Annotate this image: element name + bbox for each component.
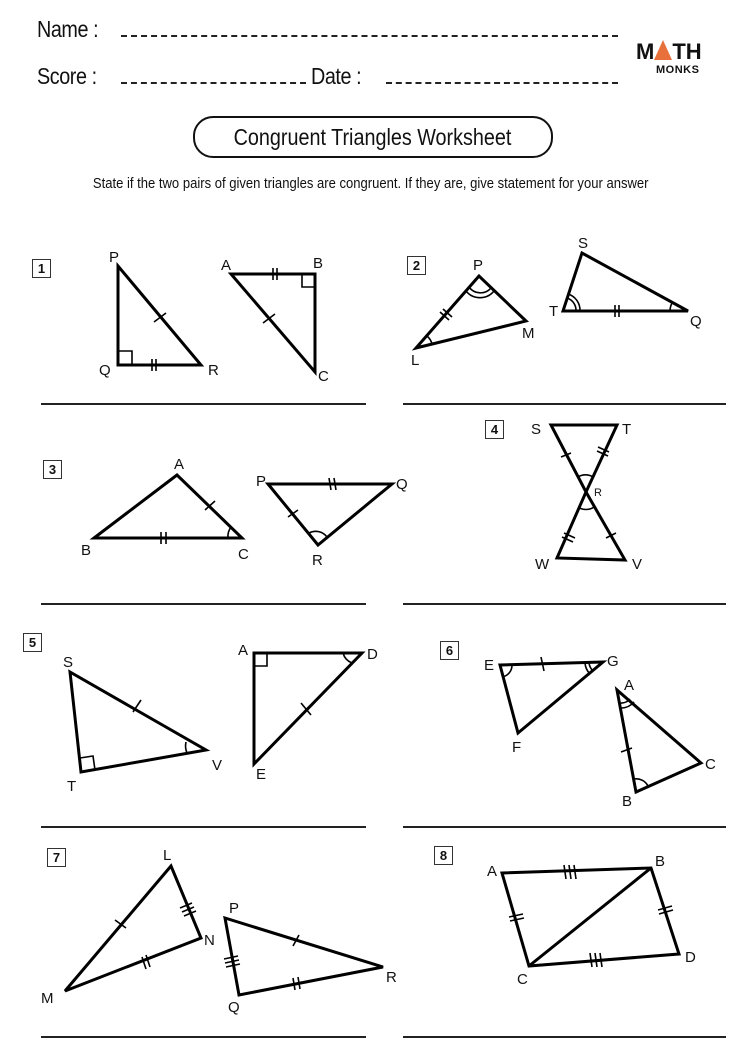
vertex-label: M xyxy=(522,325,535,342)
triangle-stq xyxy=(563,253,688,311)
vertex-label: S xyxy=(63,654,74,671)
problem-number-6: 6 xyxy=(440,641,459,660)
vertex-label: L xyxy=(163,847,172,864)
vertex-label: Q xyxy=(228,999,240,1016)
triangle-abc xyxy=(94,475,242,538)
problem-number-3: 3 xyxy=(43,460,62,479)
angle-arc xyxy=(309,531,327,537)
angle-arc xyxy=(567,298,576,311)
tick-mark xyxy=(564,533,575,538)
vertex-label: P xyxy=(256,473,267,490)
problem-4-figure xyxy=(531,421,642,573)
tick-mark xyxy=(225,960,239,963)
vertex-label: P xyxy=(109,249,120,266)
tick-mark xyxy=(440,312,449,320)
tick-mark xyxy=(574,865,576,879)
problem-number-8: 8 xyxy=(434,846,453,865)
triangle-stv xyxy=(70,672,206,772)
angle-arc xyxy=(670,303,672,311)
vertex-label: A xyxy=(238,642,249,659)
vertex-label: P xyxy=(473,257,484,274)
instructions-text: State if the two pairs of given triangles are congruent. If they are, give statement for your answer xyxy=(93,176,649,192)
vertex-label: Q xyxy=(99,362,111,379)
vertex-label: T xyxy=(549,303,559,320)
score-label: Score : xyxy=(37,63,97,89)
vertex-label: G xyxy=(607,653,619,670)
tick-mark xyxy=(329,478,331,490)
problem-3-figure xyxy=(81,456,408,569)
tick-mark xyxy=(606,533,616,538)
vertex-label: A xyxy=(624,677,635,694)
vertex-label: W xyxy=(535,556,550,573)
vertex-label: R xyxy=(312,552,323,569)
answer-line-6[interactable] xyxy=(403,826,726,828)
tick-mark xyxy=(180,903,192,908)
tick-mark xyxy=(509,914,523,917)
tick-mark xyxy=(182,907,194,912)
name-label: Name : xyxy=(37,16,99,42)
triangle-abc xyxy=(231,274,315,372)
tick-mark xyxy=(590,953,592,967)
tick-mark xyxy=(561,453,571,457)
tick-mark xyxy=(263,314,275,323)
logo-letters-th: TH xyxy=(672,39,702,64)
vertex-label: R xyxy=(208,362,219,379)
vertex-label: B xyxy=(655,853,666,870)
right-angle-icon xyxy=(302,274,315,287)
tick-mark xyxy=(293,978,295,990)
tick-mark xyxy=(621,748,632,752)
vertex-label: M xyxy=(41,990,54,1007)
angle-arc xyxy=(502,665,512,677)
logo-subtitle: MONKS xyxy=(656,64,700,76)
answer-line-7[interactable] xyxy=(41,1036,366,1038)
angle-arc xyxy=(466,291,494,298)
tick-mark xyxy=(293,935,299,946)
angle-arc xyxy=(186,742,187,753)
vertex-label: B xyxy=(81,542,92,559)
worksheet-title-text: Congruent Triangles Worksheet xyxy=(234,123,512,150)
tick-mark xyxy=(510,918,524,921)
problem-1-figure xyxy=(99,249,329,385)
tick-mark xyxy=(146,955,150,967)
tick-mark xyxy=(658,906,672,910)
logo-wordmark xyxy=(636,40,702,63)
vertex-label: C xyxy=(318,368,329,385)
worksheet-title xyxy=(193,116,553,158)
tick-mark xyxy=(443,309,452,317)
vertex-label: F xyxy=(512,739,522,756)
tick-mark xyxy=(598,447,609,452)
vertex-label: D xyxy=(367,646,378,663)
vertex-label: E xyxy=(484,657,495,674)
triangle-abc xyxy=(617,690,701,792)
triangle-pqr xyxy=(118,266,201,365)
vertex-label: V xyxy=(212,757,223,774)
tick-mark xyxy=(142,957,146,969)
tick-mark xyxy=(564,865,566,879)
vertex-label: B xyxy=(622,793,633,810)
tick-mark xyxy=(154,313,166,322)
answer-line-2[interactable] xyxy=(403,403,726,405)
triangle-rwv xyxy=(557,492,625,560)
vertex-label: D xyxy=(685,949,696,966)
vertex-label: A xyxy=(221,257,232,274)
angle-arc xyxy=(620,699,630,703)
tick-mark xyxy=(600,953,602,967)
tick-mark xyxy=(184,911,196,916)
problem-number-2: 2 xyxy=(407,256,426,275)
angle-arc xyxy=(634,779,648,786)
vertex-label: C xyxy=(238,546,249,563)
angle-arc xyxy=(228,527,231,538)
problem-5-figure xyxy=(63,642,378,795)
problem-number-4: 4 xyxy=(485,420,504,439)
problem-7-figure xyxy=(41,847,397,1016)
tick-mark xyxy=(541,657,544,671)
angle-arc xyxy=(568,294,580,311)
tick-mark xyxy=(226,964,240,967)
vertex-label: Q xyxy=(396,476,408,493)
vertex-label: R xyxy=(594,487,602,499)
vertex-label: L xyxy=(411,352,420,369)
triangle-egf xyxy=(500,662,603,733)
tick-mark xyxy=(298,977,300,989)
answer-line-3[interactable] xyxy=(41,603,366,605)
logo-triangle-icon xyxy=(654,40,672,60)
tick-mark xyxy=(334,478,336,490)
triangle-ade xyxy=(254,653,362,764)
triangle-plm xyxy=(416,276,526,348)
problem-number-1: 1 xyxy=(32,259,51,278)
name-field[interactable] xyxy=(121,35,618,37)
angle-arc xyxy=(343,653,352,663)
triangle-pqr xyxy=(268,484,392,545)
angle-arc xyxy=(589,663,593,671)
problem-number-5: 5 xyxy=(23,633,42,652)
vertex-label: C xyxy=(705,756,716,773)
triangle-prq xyxy=(225,918,383,995)
vertex-label: S xyxy=(531,421,542,438)
right-angle-icon xyxy=(80,756,95,770)
angle-arc xyxy=(578,475,593,477)
vertex-label: A xyxy=(174,456,185,473)
answer-line-8[interactable] xyxy=(403,1036,726,1038)
tick-mark xyxy=(301,703,311,715)
problem-2-figure xyxy=(411,235,702,369)
right-angle-icon xyxy=(254,653,267,666)
right-angle-icon xyxy=(118,351,132,365)
vertex-label: T xyxy=(67,778,77,795)
vertex-label: C xyxy=(517,971,528,988)
vertex-label: E xyxy=(256,766,267,783)
vertex-label: Q xyxy=(690,313,702,330)
math-monks-logo xyxy=(636,40,712,80)
tick-mark xyxy=(133,700,141,712)
answer-line-1[interactable] xyxy=(41,403,366,405)
tick-mark xyxy=(205,501,215,510)
tick-mark xyxy=(224,956,238,959)
answer-line-4[interactable] xyxy=(403,603,726,605)
tick-mark xyxy=(569,865,571,879)
vertex-label: S xyxy=(578,235,589,252)
tick-mark xyxy=(115,920,126,928)
angle-arc xyxy=(585,663,590,674)
vertex-label: A xyxy=(487,863,498,880)
vertex-label: V xyxy=(632,556,643,573)
problem-number-7: 7 xyxy=(47,848,66,867)
vertex-label: N xyxy=(204,932,215,949)
vertex-label: B xyxy=(313,255,324,272)
logo-letter-m: M xyxy=(636,39,655,64)
tick-mark xyxy=(659,910,673,914)
date-field[interactable] xyxy=(386,82,618,84)
problem-8-figure xyxy=(487,853,696,988)
tick-mark xyxy=(597,451,608,456)
angle-arc xyxy=(427,336,432,344)
date-label: Date : xyxy=(311,63,362,89)
tick-mark xyxy=(562,537,573,542)
score-field[interactable] xyxy=(121,82,306,84)
angle-arc xyxy=(621,702,634,708)
answer-line-5[interactable] xyxy=(41,826,366,828)
triangle-lnm xyxy=(65,866,201,991)
tick-mark xyxy=(595,953,597,967)
diagonal-bc xyxy=(529,868,651,966)
angle-arc xyxy=(578,507,594,510)
tick-mark xyxy=(288,510,298,517)
instructions xyxy=(40,175,702,194)
quadrilateral-abdc xyxy=(502,868,679,966)
vertex-label: R xyxy=(386,969,397,986)
problem-6-figure xyxy=(484,653,716,810)
vertex-label: P xyxy=(229,900,240,917)
vertex-label: T xyxy=(622,421,632,438)
triangle-str xyxy=(551,425,617,492)
angle-arc xyxy=(469,287,491,293)
